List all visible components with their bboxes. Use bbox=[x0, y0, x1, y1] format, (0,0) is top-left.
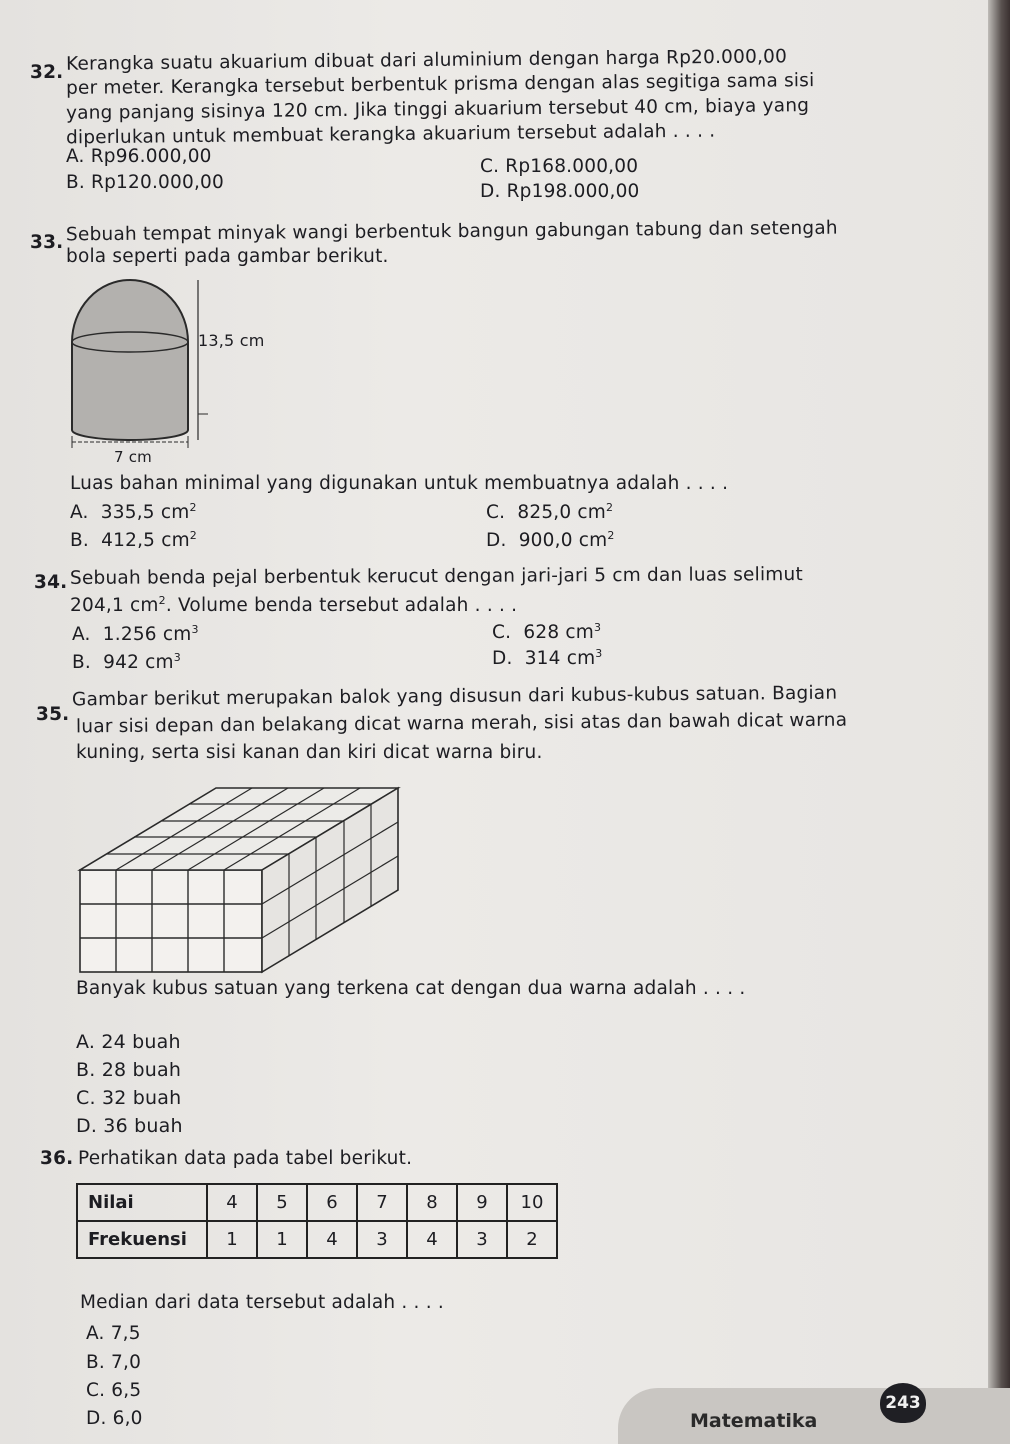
table-cell: 5 bbox=[257, 1184, 307, 1221]
q32-line-2: per meter. Kerangka tersebut berbentuk prisma dengan alas segitiga sama sisi bbox=[65, 70, 815, 99]
cuboid-cubes-figure bbox=[72, 784, 412, 980]
q33-line-1: Sebuah tempat minyak wangi berbentuk bangun gabungan tabung dan setengah bbox=[65, 217, 838, 246]
q35-line-3: kuning, serta sisi kanan dan kiri dicat warna biru. bbox=[76, 742, 543, 763]
q36-option-a: A. 7,5 bbox=[86, 1323, 141, 1344]
q32-line-4: diperlukan untuk membuat kerangka akuarium tersebut adalah . . . . bbox=[65, 120, 716, 149]
table-cell: 10 bbox=[507, 1184, 557, 1221]
q35-question: Banyak kubus satuan yang terkena cat dengan dua warna adalah . . . . bbox=[76, 978, 746, 999]
q36-question: Median dari data tersebut adalah . . . . bbox=[80, 1292, 444, 1313]
q36-option-c: C. 6,5 bbox=[86, 1380, 142, 1401]
q33-question: Luas bahan minimal yang digunakan untuk membuatnya adalah . . . . bbox=[70, 473, 729, 494]
page-number: 243 bbox=[880, 1383, 926, 1423]
perfume-bottle-figure bbox=[60, 270, 220, 470]
q32-option-b: B. Rp120.000,00 bbox=[66, 172, 224, 193]
table-header-frekuensi: Frekuensi bbox=[77, 1221, 207, 1258]
table-cell: 4 bbox=[407, 1221, 457, 1258]
q33-option-c: C. 825,0 $cm^2$ bbox=[486, 500, 614, 523]
q32-number: 32. bbox=[30, 62, 64, 83]
table-cell: 8 bbox=[407, 1184, 457, 1221]
q34-option-d: D. 314 $cm^3$ bbox=[492, 646, 603, 669]
q34-option-c: C. 628 $cm^3$ bbox=[492, 620, 602, 643]
q33-number: 33. bbox=[30, 232, 64, 253]
frequency-table bbox=[76, 1183, 558, 1259]
q32-option-c: C. Rp168.000,00 bbox=[480, 156, 639, 177]
q32-line-1: Kerangka suatu akuarium dibuat dari aluminium dengan harga Rp20.000,00 bbox=[65, 46, 788, 75]
table-cell: 4 bbox=[307, 1221, 357, 1258]
q36-number: 36. bbox=[40, 1148, 74, 1169]
table-header-nilai: Nilai bbox=[77, 1184, 207, 1221]
q34-option-a: A. 1.256 $cm^3$ bbox=[72, 622, 199, 645]
q32-line-3: yang panjang sisinya 120 cm. Jika tinggi akuarium tersebut 40 cm, biaya yang bbox=[65, 95, 810, 124]
table-cell: 2 bbox=[507, 1221, 557, 1258]
footer-subject: Matematika bbox=[690, 1410, 818, 1432]
q35-line-1: Gambar berikut merupakan balok yang disusun dari kubus-kubus satuan. Bagian bbox=[71, 682, 838, 711]
figure-height-label: 13,5 cm bbox=[198, 331, 265, 350]
q34-option-b: B. 942 $cm^3$ bbox=[72, 650, 181, 673]
q35-option-a: A. 24 buah bbox=[76, 1031, 181, 1053]
table-cell: 3 bbox=[357, 1221, 407, 1258]
q33-line-2: bola seperti pada gambar berikut. bbox=[66, 246, 389, 267]
table-cell: 9 bbox=[457, 1184, 507, 1221]
table-cell: 1 bbox=[257, 1221, 307, 1258]
q35-option-b: B. 28 buah bbox=[76, 1059, 182, 1081]
q36-option-d: D. 6,0 bbox=[86, 1408, 143, 1429]
q33-option-b: B. 412,5 $cm^2$ bbox=[70, 528, 197, 551]
q35-number: 35. bbox=[36, 704, 70, 725]
q35-line-2: luar sisi depan dan belakang dicat warna merah, sisi atas dan bawah dicat warna bbox=[75, 709, 848, 738]
q36-intro: Perhatikan data pada tabel berikut. bbox=[78, 1148, 413, 1169]
q36-option-b: B. 7,0 bbox=[86, 1352, 142, 1373]
q32-option-a: A. Rp96.000,00 bbox=[66, 146, 212, 167]
q33-option-a: A. 335,5 $cm^2$ bbox=[70, 500, 197, 523]
q35-option-d: D. 36 buah bbox=[76, 1115, 183, 1137]
q35-option-c: C. 32 buah bbox=[76, 1087, 182, 1109]
q32-option-d: D. Rp198.000,00 bbox=[480, 181, 640, 202]
table-cell: 7 bbox=[357, 1184, 407, 1221]
q34-line-2: 204,1 $cm^2$. Volume benda tersebut adalah . . . . bbox=[70, 593, 518, 616]
table-cell: 3 bbox=[457, 1221, 507, 1258]
q33-option-d: D. 900,0 $cm^2$ bbox=[486, 528, 615, 551]
page-edge bbox=[988, 0, 1010, 1444]
figure-diameter-label: 7 cm bbox=[114, 448, 152, 466]
table-row-frekuensi bbox=[77, 1221, 557, 1258]
q34-line-1: Sebuah benda pejal berbentuk kerucut dengan jari-jari 5 cm dan luas selimut bbox=[69, 564, 803, 589]
table-row-nilai bbox=[77, 1184, 557, 1221]
table-cell: 4 bbox=[207, 1184, 257, 1221]
table-cell: 6 bbox=[307, 1184, 357, 1221]
table-cell: 1 bbox=[207, 1221, 257, 1258]
q34-number: 34. bbox=[34, 572, 68, 593]
